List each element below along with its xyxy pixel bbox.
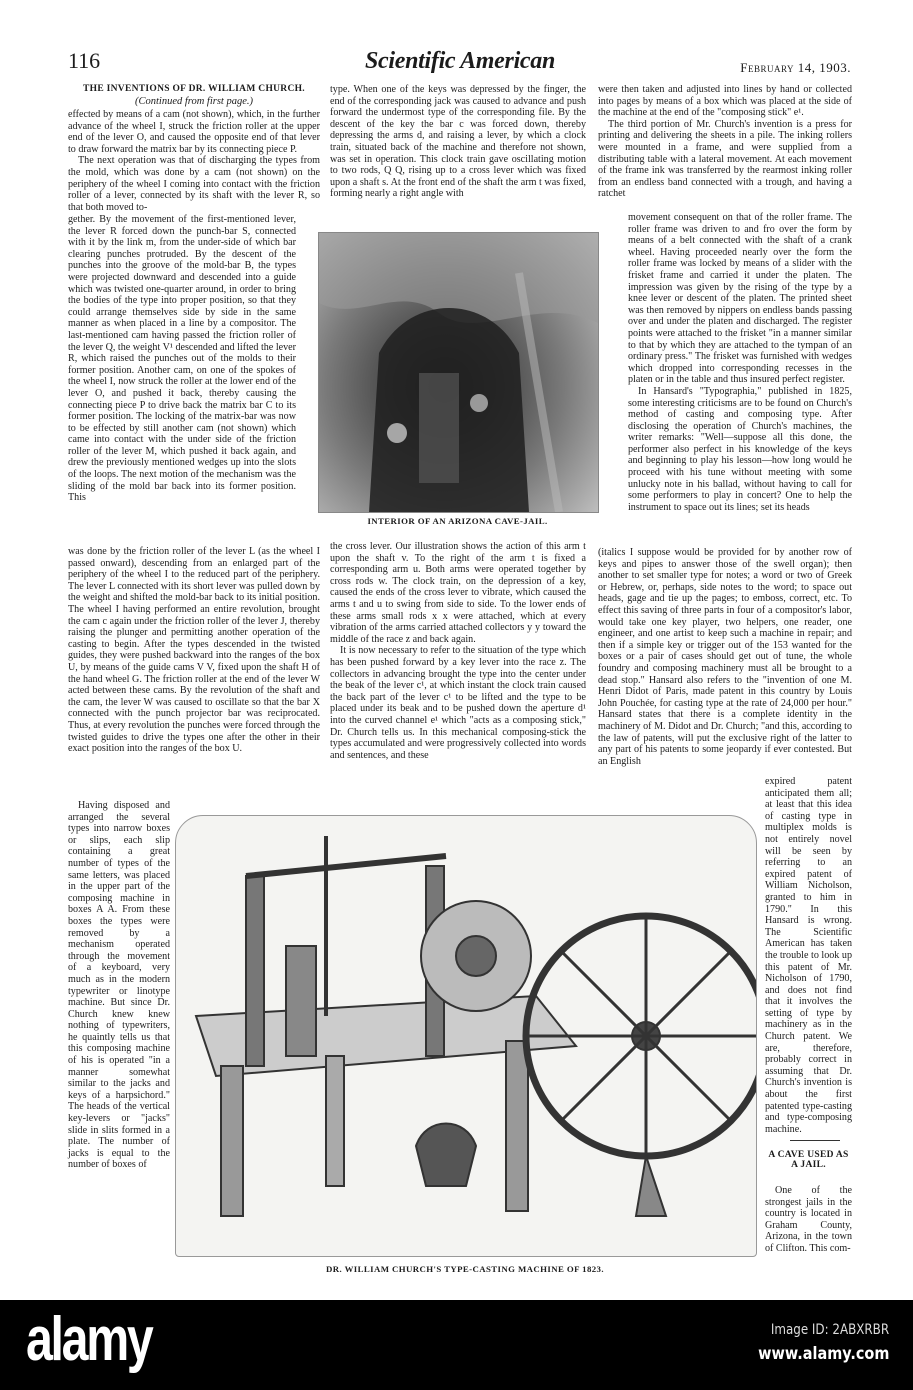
article-title: THE INVENTIONS OF DR. WILLIAM CHURCH. xyxy=(83,84,305,94)
column-3-indented xyxy=(628,212,852,513)
alamy-logo: alamy xyxy=(26,1305,152,1374)
column-2-lower xyxy=(330,541,586,761)
paragraph: was done by the friction roller of the lever L (as the wheel I passed onward), descending from an enlarged part of the periphery of the wheel I to the reduced part of the periphery. The lever L connected with its short lever was pulled down by the weight and shifted the mold-bar back to its initial position. The wheel I having performed an entire revolution, brought the cam c again under the friction roller of the lever J, thereby raising the plunger and permitting another operation of the casting to begin. After the types descended in the twisted guides, they were pushed backward into the ranges of the box U, by means of the guide cams V V, fixed upon the shaft H of the hand wheel G. The friction roller at the end of the lever W acted between these cams. By the revolution of the shaft and the cam, the lever W was caused to oscillate so that the bar X connected with the punch projector bar was reciprocated. Thus, at every revolution the punches were forced through the twisted guides to drive the types one after the other in their exact position into the ranges of the box U. xyxy=(68,546,320,755)
column-3-top xyxy=(598,84,852,200)
page-number: 116 xyxy=(68,48,101,73)
cave-jail-title: A CAVE USED AS A JAIL. xyxy=(768,1150,849,1170)
column-1-narrow xyxy=(68,800,170,1171)
section-divider xyxy=(790,1140,840,1141)
cave-photo-caption: INTERIOR OF AN ARIZONA CAVE-JAIL. xyxy=(367,516,548,526)
machine-caption: DR. WILLIAM CHURCH'S TYPE-CASTING MACHINE OF 1823. xyxy=(326,1264,604,1274)
column-1-top xyxy=(68,109,320,213)
cave-jail-photo xyxy=(318,232,599,513)
paragraph: Having disposed and arranged the several types into narrow boxes or slips, each slip containing a great number of types of the same letters, was placed in the upper part of the composing machine in boxes A A. From these boxes the types were removed by a mechanism operated through the movement of a keyboard, very much as in the modern typewriter or linotype machine. But since Dr. Church knew knew nothing of typewriters, he quaintly tells us that this composing machine of his is operated "in a manner somewhat similar to the jacks and keys of a harpsichord." The heads of the vertical key-levers or "jacks" slide in slits formed in a plate. The number of jacks is equal to the number of boxes of xyxy=(68,800,170,1171)
paragraph: gether. By the movement of the first-mentioned lever, the lever R forced down the punch-bar S, connected with it by the link m, from the under-side of which bar clearing punches protruded. By the descent of the punches into the groove of the mold-bar B, the types were projected downward and descended into a guide which was twisted one-quarter around, in order to bring the bodies of the type into proper position, so that they could arrange themselves side by side in the same manner as when placed in a line by a compositor. The last-mentioned cam having passed the friction roller of the lever Q, the weight V¹ descended and lifted the lever R, which raised the punches out of the molds to their former position. Another cam, on one of the spokes of the wheel I, now struck the roller at the lower end of the lever O, and pushed it back, thereby causing the connecting piece P to drive back the matrix bar C to its former position. The locking of the matrix-bar was now to be effected by still another cam (not shown) which came into contact with the under side of the friction roller of the lever M, which pushed it back again, and drew the previously mentioned wedges up into the slots of the loops. The next motion of the mechanism was the sliding of the mold bar back into its former position. This xyxy=(68,214,296,504)
paragraph: It is now necessary to refer to the situation of the type which has been pushed forward by a key lever into the race z. The collectors in advancing brought the type into the center under the beak of the lever c¹, at which instant the clock train caused the back part of the lever c¹ to be lifted and the type to be placed under its beak and to be pushed down the aperture d¹ into the curved channel e¹ which "acts as a composing stick," Dr. Church tells us. In this mechanical composing-stick the types accumulated and were progressively collected into words and sentences, and these xyxy=(330,645,586,761)
image-id: Image ID: 2ABXRBR xyxy=(770,1322,889,1338)
column-1-lower xyxy=(68,546,320,755)
paragraph: (italics I suppose would be provided for by another row of keys and pipes to answer those of the swell organ); then another to set smaller type for notes; a word or two of Greek or Hebrew, or, perhaps, side notes to the word; to space out heads, gage and tie up the pages; to emboss, correct, etc. To effect this saving of three parts in four of a compositor's labor, would take one key player, two helpers, one reader, one engineer, and one artist to keep such a machine in repair; and then if a simple key or trigger out of the 153 wanted for the boxes or a pair of cases should get out of tune, the whole foundry and composing machinery must all be brought to a dead stop." Hansard also refers to the "invention of one M. Henri Didot of Paris, made patent in this country by Louis John Pouchée, for casting type at the rate of 24,000 per hour." Hansard states that there is a complete identity in the machinery of M. Didot and Dr. Church; "and this, according to the law of patents, will put the exclusive right of the latter to any part of his patents to some jeopardy if ever contested. But an English xyxy=(598,547,852,767)
paragraph: The next operation was that of discharging the types from the mold, which was done by a cam (not shown) on the periphery of the wheel I coming into contact with the friction roller of a lever, connected by its shaft with the lever R, so that both moved to- xyxy=(68,155,320,213)
paragraph: The third portion of Mr. Church's invention is a press for printing and delivering the sheets in a pile. The inking rollers were mounted in a frame, and were supplied from a distributing table with a lateral movement. At each movement of the frame ink was transferred by the rearmost inking roller from an endless band connected with a trough, and having a ratchet xyxy=(598,118,852,200)
masthead: Scientific American xyxy=(364,48,556,74)
watermark-url: www.alamy.com xyxy=(757,1344,889,1364)
column-2-top xyxy=(330,84,586,200)
continued-note: (Continued from first page.) xyxy=(134,96,254,107)
paragraph: expired patent anticipated them all; at least that this idea of casting type in multiplex molds is not entirely novel will be seen by referring to an expired patent of William Nicholson, granted to him in 1790." In this Hansard is wrong. The Scientific American has taken the trouble to look up this patent of Mr. Nicholson of 1790, and does not find that it involves the setting of type by machinery as in the Church patent. We are, therefore, probably correct in assuming that Dr. Church's invention is about the first patented type-casting and type-composing machine. xyxy=(765,776,852,1135)
column-3-narrow xyxy=(765,776,852,1135)
paragraph: were then taken and adjusted into lines by hand or collected into pages by means of a box which was placed at the side of the machine at the end of the "composing stick" e¹. xyxy=(598,84,852,119)
column-3-lower xyxy=(598,547,852,767)
paragraph: In Hansard's "Typographia," published in 1825, some interesting criticisms are to be found on Church's method of casting and composing type. After disclosing the operation of Church's machines, the writer remarks: "Well—suppose all this done, the performer also perfect in his knowledge of the keys and beginning to play his lesson—how long would he proceed with his tune without meeting with some unlucky note in his ballad, without having to call for some performers to play in concert? One to help the instrument to space out its lines; set its heads xyxy=(628,385,852,513)
cave-jail-text xyxy=(765,1185,852,1255)
paragraph: One of the strongest jails in the country is located in Graham County, Arizona, in the town of Clifton. This com- xyxy=(765,1185,852,1254)
column-1-middle xyxy=(68,214,296,504)
issue-date: February 14, 1903. xyxy=(740,60,851,75)
paragraph: the cross lever. Our illustration shows the action of this arm t upon the shaft v. To the right of the arm t is fixed a corresponding arm u. Both arms were operated together by cross rods w. The clock train, on the depression of a key, caused the ends of the cross lever to vibrate, which caused the arms t and u to swing from side to side. To the lower ends of these arms small rods x x were attached, which at every vibration of the arms carried attached collectors y y toward the middle of the race z and back again. xyxy=(330,541,586,645)
paragraph: effected by means of a cam (not shown), which, in the further advance of the wheel I, struck the friction roller at the upper end of the lever O, and caused the opposite end of that lever to draw forward the matrix bar by its connecting piece P. xyxy=(68,109,320,155)
type-casting-machine-illustration xyxy=(175,815,757,1257)
paragraph: movement consequent on that of the roller frame. The roller frame was driven to and fro over the form by means of a belt connected with the shaft of a crank wheel. Having proceeded nearly over the form the roller frame was locked by means of a slider with the frisket frame and carried it under the platen. The impression was given by the rising of the type by a knee lever or descent of the platen. The printed sheet was then removed by nippers on endless bands passing over and under the platen and discharged. The register points were attached to the frisket "in a manner similar to that by which they are attached to the tympan of an ordinary press." The frisket was furnished with wedges which dropped into corresponding recesses in the platen or in the table and thus insured perfect register. xyxy=(628,212,852,386)
paragraph: type. When one of the keys was depressed by the finger, the end of the corresponding jack was caused to advance and push forward the undermost type of the corresponding file. By the descent of the key the bar c was forced down, thereby depressing the arms d, and raising a lever, by which a clock train, situated back of the machine and therefore not shown, was set in operation. This clock train gave oscillating motion to two rods, Q Q, rising up to a cross lever which was fixed upon a shaft s. At the front end of the shaft the arm t was fixed, forming nearly a right angle with xyxy=(330,84,586,200)
